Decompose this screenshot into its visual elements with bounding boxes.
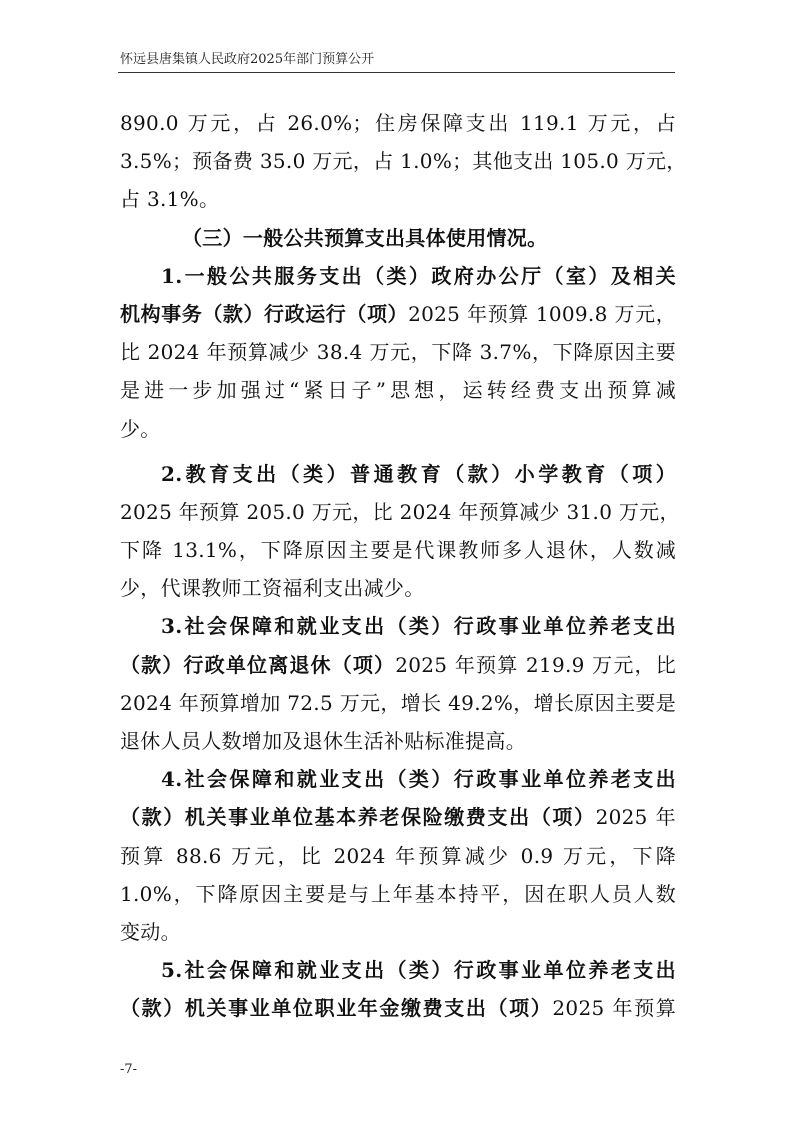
item-heading: 2.教育支出（类）普通教育（款）小学教育（项） <box>161 461 676 486</box>
paragraph-line: 占 3.1%。 <box>120 187 220 212</box>
paragraph-line <box>120 295 676 333</box>
paragraph-line: 比 2024 年预算减少 38.4 万元，下降 3.7%，下降原因主要 <box>120 340 676 365</box>
document-header: 怀远县唐集镇人民政府2025年部门预算公开 <box>120 52 375 67</box>
page-number: -7- <box>120 1062 138 1077</box>
item-heading: 5.社会保障和就业支出（类）行政事业单位养老支出 <box>161 958 676 983</box>
item-heading: 3.社会保障和就业支出（类）行政事业单位养老支出 <box>161 614 676 639</box>
item-heading: 1.一般公共服务支出（类）政府办公厅（室）及相关 <box>161 263 676 288</box>
paragraph-line: 890.0 万元，占 26.0%；住房保障支出 119.1 万元，占 <box>120 111 676 135</box>
paragraph-line: 退休人员人数增加及退休生活补贴标准提高。 <box>120 729 526 753</box>
paragraph-line: 少，代课教师工资福利支出减少。 <box>120 576 425 601</box>
item-heading: 4.社会保障和就业支出（类）行政事业单位养老支出 <box>161 767 676 792</box>
paragraph-line: 2025 年预算 205.0 万元，比 2024 年预算减少 31.0 万元， <box>120 499 680 524</box>
paragraph-line: 变动。 <box>120 919 181 944</box>
paragraph-line: 3.5%；预备费 35.0 万元，占 1.0%；其他支出 105.0 万元， <box>120 149 687 174</box>
paragraph-line <box>120 989 676 1027</box>
item-heading-continued: （款）机关事业单位职业年金缴费支出（项） <box>120 996 553 1021</box>
paragraph-line <box>120 646 676 684</box>
paragraph-line: 下降 13.1%，下降原因主要是代课教师多人退休，人数减 <box>120 538 676 563</box>
item-heading-continued: 机构事务（款）行政运行（项） <box>120 301 409 326</box>
item-heading-continued: （款）机关事业单位基本养老保险缴费支出（项） <box>120 805 596 830</box>
paragraph-line: 预算 88.6 万元，比 2024 年预算减少 0.9 万元，下降 <box>120 843 676 868</box>
header-divider <box>118 72 675 73</box>
paragraph-line: 是进一步加强过“紧日子”思想，运转经费支出预算减 <box>120 378 676 403</box>
paragraph-text: 2025 年 <box>595 805 676 830</box>
section-heading: （三）一般公共预算支出具体使用情况。 <box>182 225 548 250</box>
paragraph-line: 1.0%，下降原因主要是与上年基本持平，因在职人员人数 <box>120 881 676 906</box>
paragraph-text: 2025 年预算 219.9 万元，比 <box>395 652 676 677</box>
paragraph-line <box>120 798 676 836</box>
document-body <box>120 104 687 1028</box>
paragraph-text: 2025 年预算 <box>552 996 677 1021</box>
item-heading-continued: （款）行政单位离退休（项） <box>120 652 396 677</box>
paragraph-line: 少。 <box>120 416 161 441</box>
paragraph-text: 2025 年预算 1009.8 万元， <box>408 301 676 326</box>
paragraph-line: 2024 年预算增加 72.5 万元，增长 49.2%，增长原因主要是 <box>120 690 676 715</box>
